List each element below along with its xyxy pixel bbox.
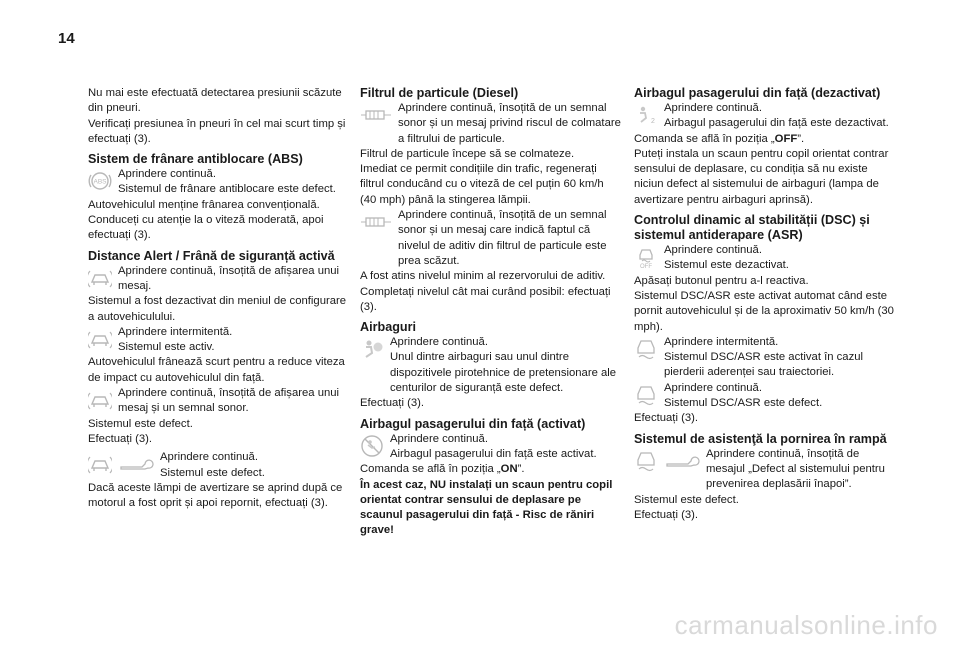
dsc-c3: Efectuați (3).	[634, 412, 699, 425]
page-number: 14	[58, 30, 75, 47]
svg-text:OFF: OFF	[640, 264, 652, 270]
tyre-pressure-text: Nu mai este efectuată detectarea presiunii scăzute din pneuri.	[88, 87, 342, 115]
distance-b3: Autovehiculul frânează scurt pentru a reduce viteza de impact cu autovehiculul din față.	[88, 356, 345, 384]
distance-d2: Sistemul este defect.	[160, 466, 265, 479]
watermark: carmanualsonline.info	[674, 610, 938, 640]
passenger-off-a3: Comanda se află în poziția „OFF”.	[634, 132, 805, 145]
dsc-icon	[634, 337, 658, 361]
distance-d1: Aprindere continuă.	[160, 451, 258, 464]
svg-text:2: 2	[651, 118, 655, 125]
distance-d3: Dacă aceste lămpi de avertizare se aprind după ce motorul a fost oprit și apoi repornit, efectuați (3).	[88, 481, 343, 510]
collision-warning-icon	[88, 266, 112, 290]
collision-active-icon	[88, 327, 112, 351]
dsc-a3: Apăsați butonul pentru a-l reactiva.	[634, 274, 809, 287]
passenger-airbag-on-heading: Airbagul pasagerului din față (activat)	[360, 416, 586, 431]
abs-note-2: Conduceți cu atenție la o viteză moderată, apoi efectuați (3).	[88, 214, 324, 242]
tyre-pressure-action: Verificați presiunea în pneuri în cel mai scurt timp și efectuați (3).	[88, 117, 346, 145]
particle-filter-heading: Filtrul de particule (Diesel)	[360, 86, 519, 100]
distance-c2: Sistemul este defect.	[88, 417, 193, 430]
dsc-b2: Sistemul DSC/ASR este activat în cazul pierderii aderenței sau traiectoriei.	[664, 351, 864, 379]
filter-b1: Aprindere continuă, însoțită de un semnal sonor și un mesaj care indică faptul că nivelul de aditiv din filtrul de particule este prea scăzut.	[398, 209, 607, 267]
hill-start-wrench-icon	[664, 449, 700, 473]
passenger-airbag-off-heading: Airbagul pasagerului din față (dezactivat)	[634, 86, 881, 100]
svg-text:ABS: ABS	[93, 178, 107, 186]
distance-a1: Aprindere continuă, însoțită de afișarea unui mesaj.	[118, 264, 340, 292]
passenger-off-a1: Aprindere continuă.	[664, 102, 762, 114]
airbag-icon	[360, 337, 384, 361]
airbags-heading: Airbaguri	[360, 320, 416, 335]
passenger-on-warning: În acest caz, NU instalați un scaun pentru copil orientat contrar sensului de deplasare pe scaunul pasagerului din față - Risc de răniri grave!	[360, 478, 613, 537]
filter-a3: Imediat ce permit condițiile din trafic, regenerați filtrul conducând cu o viteză de cel puțin 60 km/h (40 mph) până la stingerea lămpii.	[360, 163, 604, 206]
abs-warning-icon	[88, 169, 112, 193]
distance-c3: Efectuați (3).	[88, 432, 153, 445]
dsc-b1: Aprindere intermitentă.	[664, 335, 779, 348]
hill-a3: Efectuați (3).	[634, 508, 699, 521]
filter-a2: Filtrul de particule începe să se colmateze.	[360, 147, 575, 160]
hill-start-heading: Sistemul de asistenţă la pornirea în rampă	[634, 431, 887, 446]
distance-b2: Sistemul este activ.	[118, 341, 215, 354]
filter-b3: Completați nivelul cât mai curând posibil: efectuați (3).	[360, 285, 611, 313]
column-1	[88, 86, 350, 511]
distance-c1: Aprindere continuă, însoțită de afișarea unui mesaj și un semnal sonor.	[118, 387, 340, 415]
distance-a2: Sistemul a fost dezactivat din meniul de configurare a autovehiculului.	[88, 295, 347, 323]
dsc-c1: Aprindere continuă.	[664, 381, 762, 394]
abs-heading: Sistem de frânare antiblocare (ABS)	[88, 152, 303, 167]
passenger-on-a1: Aprindere continuă.	[390, 432, 488, 445]
dsc-a1: Aprindere continuă.	[664, 244, 762, 257]
passenger-off-a2: Airbagul pasagerului din față este dezactivat.	[664, 117, 889, 130]
dsc-a2: Sistemul este dezactivat.	[664, 259, 789, 272]
passenger-off-a4: Puteți instala un scaun pentru copil orientat contrar sensului de deplasare, cu condiția să nu existe niciun defect al sistemului de airbaguri (lampa de avertizare pentru airbaguri aprinsă).	[634, 147, 889, 206]
abs-desc: Sistemul de frânare antiblocare este defect.	[118, 183, 336, 196]
abs-note-1: Autovehiculul menține frânarea convențională.	[88, 198, 320, 211]
filter-a1: Aprindere continuă, însoțită de un semnal sonor și un mesaj privind riscul de colmatare a filtrului de particule.	[398, 102, 621, 145]
passenger-airbag-off-icon	[634, 103, 658, 127]
dsc-c2: Sistemul DSC/ASR este defect.	[664, 397, 823, 410]
dsc-a4: Sistemul DSC/ASR este activat automat când este pornit autovehiculul și de la aproximativ 50 km/h (30 mph).	[634, 289, 894, 333]
passenger-on-a3: Comanda se află în poziția „ON”.	[360, 463, 525, 476]
hill-a2: Sistemul este defect.	[634, 493, 739, 506]
dsc-off-icon	[634, 245, 658, 269]
airbags-a1: Aprindere continuă.	[390, 336, 488, 349]
distance-b1: Aprindere intermitentă.	[118, 325, 233, 338]
dsc-heading: Controlul dinamic al stabilității (DSC) și sistemul antiderapare (ASR)	[634, 213, 870, 243]
passenger-on-a2: Airbagul pasagerului din față este activat.	[390, 447, 597, 460]
collision-fault-icon	[88, 388, 112, 412]
dsc-fault-icon	[634, 383, 658, 407]
airbags-a2: Unul dintre airbaguri sau unul dintre dispozitivele pirotehnice de pretensionare ale centurilor de siguranță este defect.	[390, 351, 617, 395]
hill-start-car-icon	[634, 449, 658, 473]
distance-alert-heading: Distance Alert / Frână de siguranță activă	[88, 248, 335, 263]
abs-state: Aprindere continuă.	[118, 168, 216, 181]
airbags-a3: Efectuați (3).	[360, 397, 425, 410]
additive-level-icon	[360, 210, 392, 234]
filter-b2: A fost atins nivelul minim al rezervorului de aditiv.	[360, 270, 606, 283]
column-3	[634, 86, 896, 523]
column-2	[360, 86, 622, 539]
particle-filter-icon	[360, 103, 392, 127]
passenger-airbag-on-icon	[360, 434, 384, 458]
collision-icon	[88, 452, 112, 476]
wrench-service-icon	[118, 452, 154, 476]
hill-a1: Aprindere continuă, însoțită de mesajul „Defect al sistemului pentru prevenirea deplasării înapoi”.	[706, 447, 885, 491]
